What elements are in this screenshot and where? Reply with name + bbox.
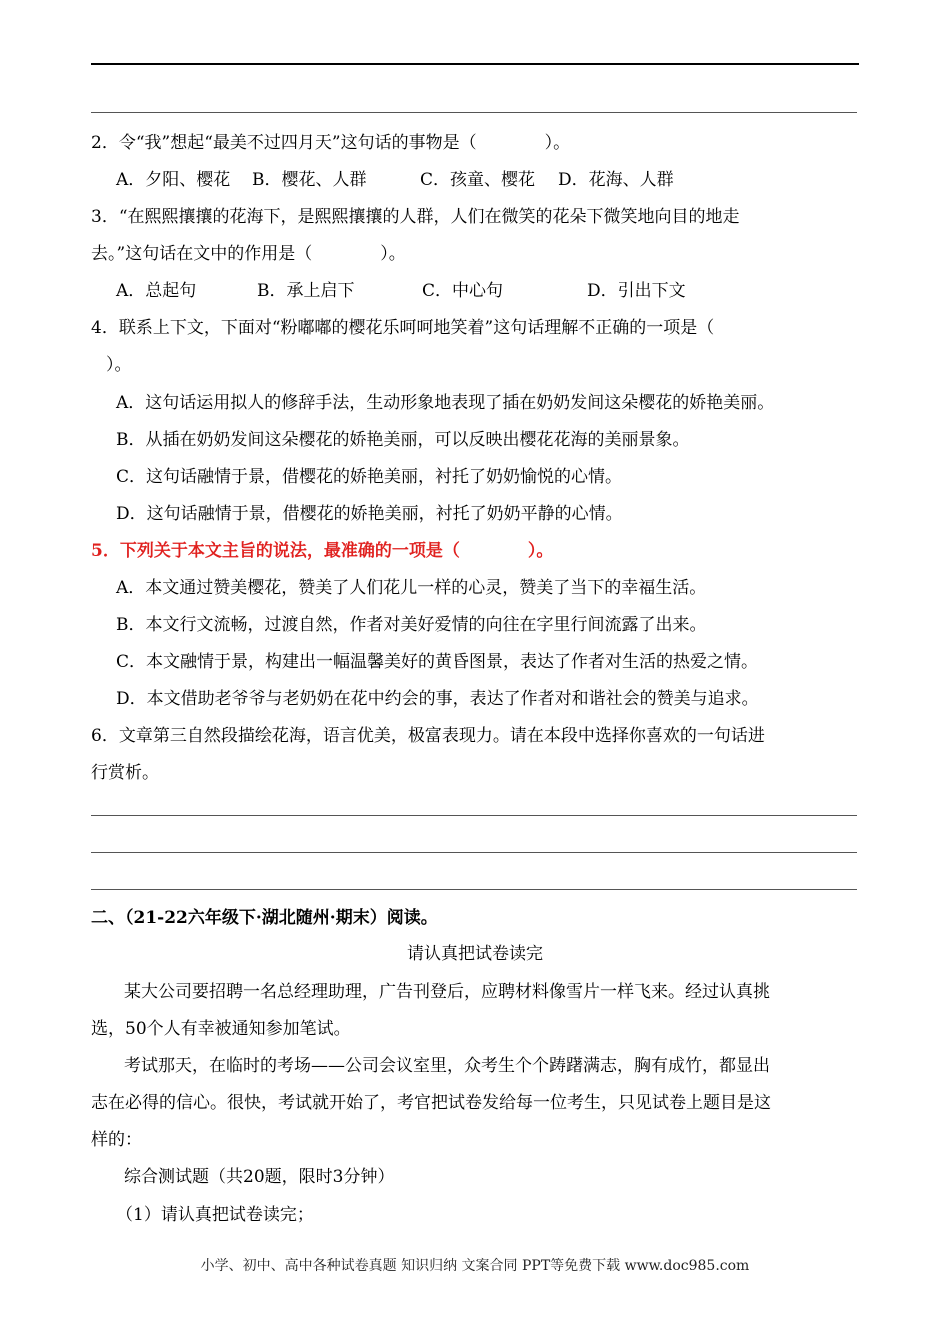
section2-heading: 二、（21-22六年级下·湖北随州·期末）阅读。 — [91, 908, 438, 928]
q4-stem-line1: 4．联系上下文，下面对“粉嘟嘟的樱花乐呵呵地笑着”这句话理解不正确的一项是（ — [91, 318, 715, 338]
q3-stem-line2: 去。”这句话在文中的作用是（ ）。 — [91, 244, 406, 264]
footer-text: 小学、初中、高中各种试卷真题 知识归纳 文案合同 PPT等免费下载 www.doc985.com — [200, 1258, 750, 1274]
q3-option-a[interactable]: A．总起句 — [116, 281, 197, 301]
passage-p2-line3: 样的： — [91, 1130, 142, 1150]
q4-stem-line2: ）。 — [106, 355, 132, 375]
q2-option-c[interactable]: C．孩童、樱花 — [420, 170, 536, 190]
q4-option-b[interactable]: B．从插在奶奶发间这朵樱花的娇艳美丽，可以反映出樱花花海的美丽景象。 — [116, 430, 690, 450]
q2-options — [116, 170, 674, 190]
answer-line-q6-2[interactable] — [91, 852, 857, 853]
passage-p2-line2: 志在必得的信心。很快，考试就开始了，考官把试卷发给每一位考生，只见试卷上题目是这 — [91, 1093, 771, 1113]
q3-option-c[interactable]: C．中心句 — [422, 281, 504, 301]
answer-line-q6-3[interactable] — [91, 889, 857, 890]
answer-line-q1[interactable] — [91, 112, 857, 113]
q4-option-c[interactable]: C．这句话融情于景，借樱花的娇艳美丽，衬托了奶奶愉悦的心情。 — [116, 467, 623, 487]
q2-option-b[interactable]: B．樱花、人群 — [252, 170, 367, 190]
q5-option-d[interactable]: D．本文借助老爷爷与老奶奶在花中约会的事，表达了作者对和谐社会的赞美与追求。 — [116, 689, 759, 709]
q2-option-d[interactable]: D．花海、人群 — [558, 170, 674, 190]
answer-line-q6-1[interactable] — [91, 815, 857, 816]
passage-p4: （1）请认真把试卷读完； — [116, 1205, 314, 1225]
q3-option-b[interactable]: B．承上启下 — [257, 281, 355, 301]
q4-option-d[interactable]: D．这句话融情于景，借樱花的娇艳美丽，衬托了奶奶平静的心情。 — [116, 504, 623, 524]
q5-option-a[interactable]: A．本文通过赞美樱花，赞美了人们花儿一样的心灵，赞美了当下的幸福生活。 — [116, 578, 707, 598]
q5-stem: 5．下列关于本文主旨的说法，最准确的一项是（ ）。 — [91, 541, 554, 561]
q5-option-c[interactable]: C．本文融情于景，构建出一幅温馨美好的黄昏图景，表达了作者对生活的热爱之情。 — [116, 652, 759, 672]
q3-stem-line1: 3．“在熙熙攘攘的花海下，是熙熙攘攘的人群，人们在微笑的花朵下微笑地向目的地走 — [91, 207, 740, 227]
q5-option-b[interactable]: B．本文行文流畅，过渡自然，作者对美好爱情的向往在字里行间流露了出来。 — [116, 615, 707, 635]
q6-stem-line1: 6．文章第三自然段描绘花海，语言优美，极富表现力。请在本段中选择你喜欢的一句话进 — [91, 726, 765, 746]
q2-stem: 2．令“我”想起“最美不过四月天”这句话的事物是（ ）。 — [91, 133, 571, 153]
header-rule — [91, 63, 859, 65]
q3-option-d[interactable]: D．引出下文 — [587, 281, 686, 301]
passage-p3: 综合测试题（共20题，限时3分钟） — [124, 1167, 395, 1187]
q6-stem-line2: 行赏析。 — [91, 763, 159, 783]
q4-option-a[interactable]: A．这句话运用拟人的修辞手法，生动形象地表现了插在奶奶发间这朵樱花的娇艳美丽。 — [116, 393, 775, 413]
q2-option-a[interactable]: A．夕阳、樱花 — [116, 170, 231, 190]
passage-p1-line2: 选，50个人有幸被通知参加笔试。 — [91, 1019, 351, 1039]
passage-p2-line1: 考试那天，在临时的考场——公司会议室里，众考生个个踌躇满志，胸有成竹，都显出 — [124, 1056, 770, 1076]
q3-options — [116, 281, 686, 301]
passage-title: 请认真把试卷读完 — [407, 944, 543, 964]
passage-p1-line1: 某大公司要招聘一名总经理助理，广告刊登后，应聘材料像雪片一样飞来。经过认真挑 — [124, 982, 770, 1002]
